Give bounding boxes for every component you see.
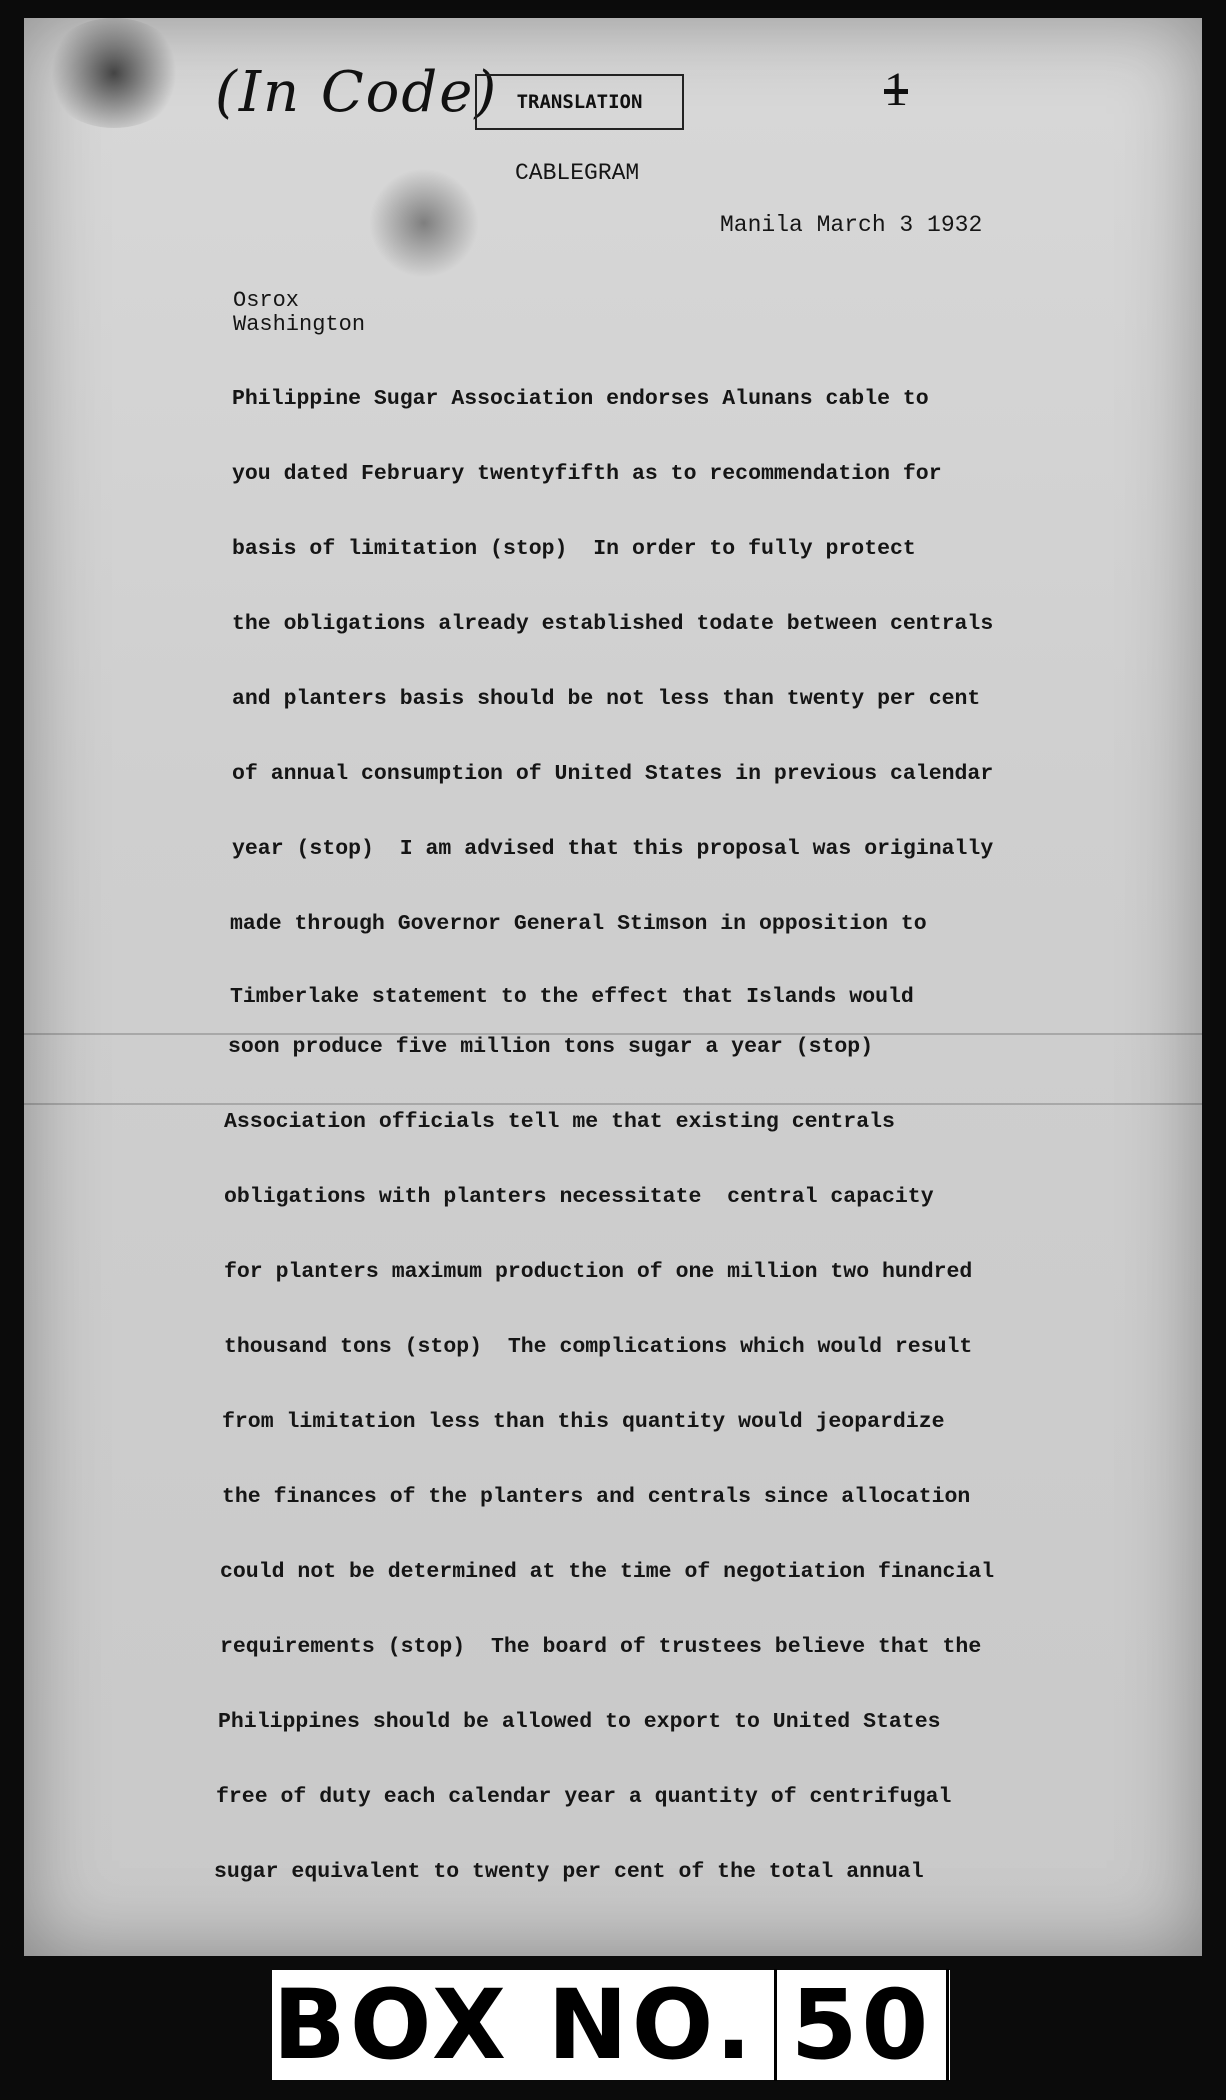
body-line: requirements (stop) The board of trustees believe that the xyxy=(220,1635,982,1659)
ink-smudge xyxy=(369,168,479,278)
body-line: free of duty each calendar year a quantity of centrifugal xyxy=(216,1785,952,1809)
address-line: Osrox xyxy=(233,288,300,313)
fold-line xyxy=(24,1103,1202,1105)
body-line: the obligations already established todate between centrals xyxy=(232,612,994,636)
body-line: could not be determined at the time of negotiation financial xyxy=(220,1560,995,1584)
translation-label: TRANSLATION xyxy=(475,74,684,130)
body-line: year (stop) I am advised that this proposal was originally xyxy=(232,837,994,861)
body-line: soon produce five million tons sugar a year (stop) xyxy=(228,1035,874,1059)
body-line: the finances of the planters and centrals since allocation xyxy=(222,1485,971,1509)
body-line: thousand tons (stop) The complications which would result xyxy=(224,1335,973,1359)
body-line: basis of limitation (stop) In order to fully protect xyxy=(232,537,916,561)
dateline: Manila March 3 1932 xyxy=(720,212,983,238)
body-line: Association officials tell me that existing centrals xyxy=(224,1110,895,1134)
document-type: CABLEGRAM xyxy=(515,160,640,186)
page-number: 1 xyxy=(884,63,908,116)
body-line: made through Governor General Stimson in opposition to xyxy=(230,912,927,936)
body-line: of annual consumption of United States in previous calendar xyxy=(232,762,994,786)
body-line: sugar equivalent to twenty per cent of the total annual xyxy=(214,1860,924,1884)
body-line: for planters maximum production of one million two hundred xyxy=(224,1260,973,1284)
handwritten-note: (In Code) xyxy=(215,60,499,125)
body-line: and planters basis should be not less than twenty per cent xyxy=(232,687,981,711)
box-number: 50 xyxy=(774,1969,950,2081)
body-line: you dated February twentyfifth as to recommendation for xyxy=(232,462,942,486)
box-number-label xyxy=(272,1970,950,2080)
body-line: Philippine Sugar Association endorses Alunans cable to xyxy=(232,387,929,411)
ink-smudge xyxy=(44,18,184,128)
body-line: Timberlake statement to the effect that Islands would xyxy=(230,985,914,1009)
body-line: Philippines should be allowed to export to United States xyxy=(218,1710,941,1734)
box-label-text: BOX NO. xyxy=(272,1969,756,2081)
body-line: obligations with planters necessitate central capacity xyxy=(224,1185,934,1209)
address-line: Washington xyxy=(233,312,366,337)
body-line: from limitation less than this quantity would jeopardize xyxy=(222,1410,945,1434)
